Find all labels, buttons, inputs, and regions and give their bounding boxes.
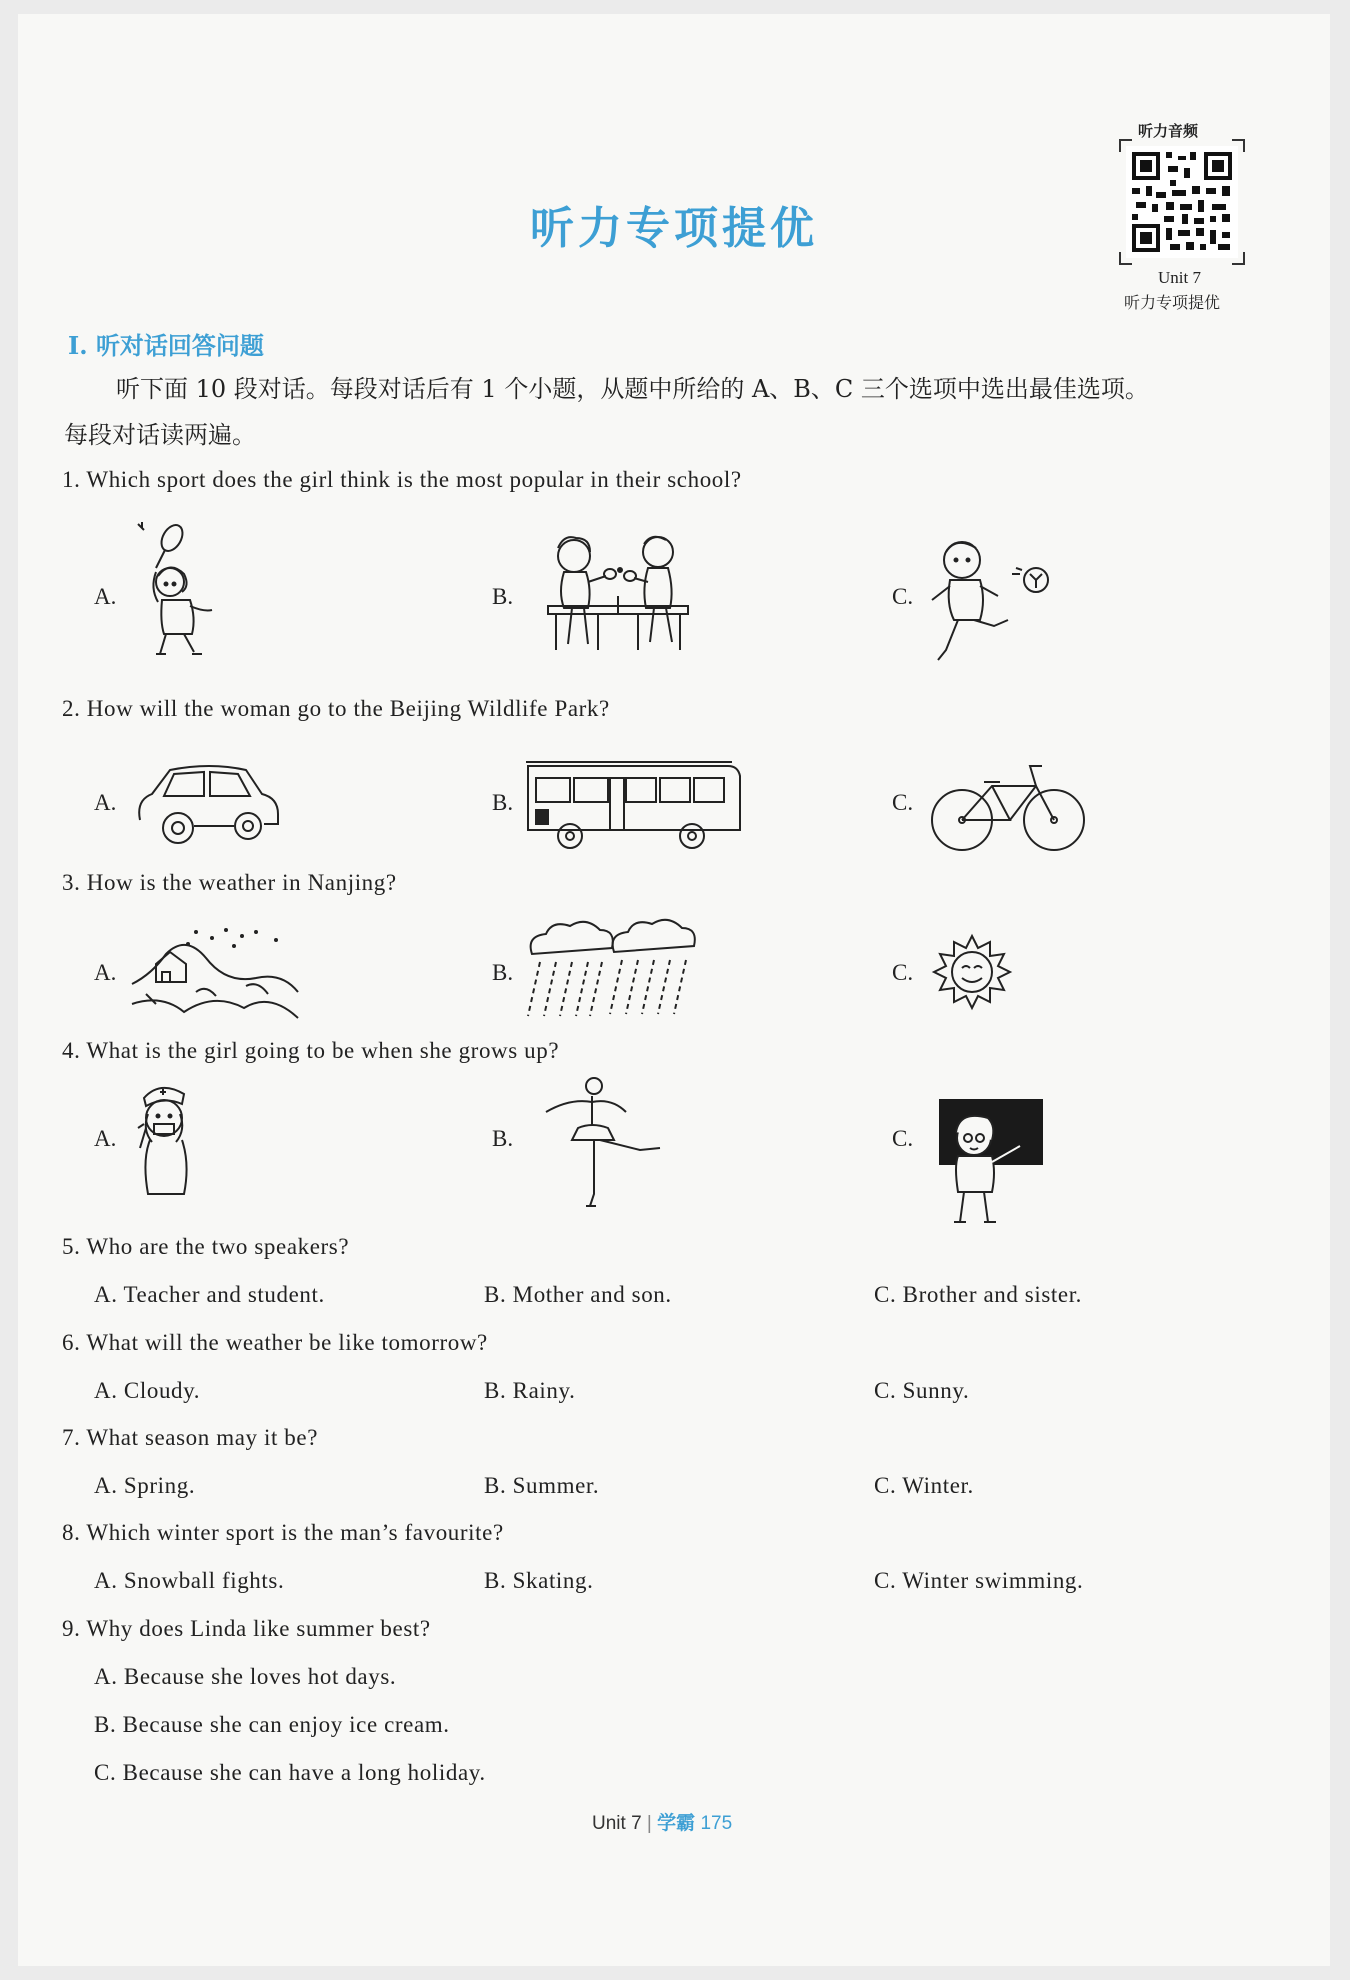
page [18,14,1330,1966]
qr-unit-label: Unit 7 [1158,268,1201,287]
q6-option-b[interactable]: B. Rainy. [484,1378,576,1403]
q4-option-b-letter[interactable]: B. [492,1126,514,1151]
football-boy-icon[interactable] [924,534,1054,670]
instruction-line-2: 每段对话读两遍。 [64,421,256,449]
q5-option-c[interactable]: C. Brother and sister. [874,1282,1083,1307]
qr-frame [1118,138,1246,266]
question-2-stem: 2. How will the woman go to the Beijing Wildlife Park? [62,696,610,721]
q6-option-a[interactable]: A. Cloudy. [94,1378,201,1403]
question-4-stem: 4. What is the girl going to be when she grows up? [62,1038,560,1063]
q9-option-c[interactable]: C. Because she can have a long holiday. [94,1760,486,1785]
q2-option-a-letter[interactable]: A. [94,790,117,815]
q7-option-c[interactable]: C. Winter. [874,1473,974,1498]
q7-option-b[interactable]: B. Summer. [484,1473,600,1498]
instruction-line-1: 听下面 10 段对话。每段对话后有 1 个小题，从题中所给的 A、B、C 三个选项中选出最佳选项。 [116,375,1149,403]
ping-pong-boys-icon[interactable] [538,526,698,666]
q4-option-c-letter[interactable]: C. [892,1126,914,1151]
q2-option-b-letter[interactable]: B. [492,790,514,815]
q6-option-c[interactable]: C. Sunny. [874,1378,970,1403]
q3-option-a-letter[interactable]: A. [94,960,117,985]
q1-option-c-letter[interactable]: C. [892,584,914,609]
question-9-stem: 9. Why does Linda like summer best? [62,1616,431,1641]
question-7-stem: 7. What season may it be? [62,1425,319,1450]
sun-icon[interactable] [922,930,1022,1020]
car-icon[interactable] [134,760,284,848]
qr-caption: 听力专项提优 [1124,293,1221,312]
footer-brand: 学霸 [657,1813,696,1834]
q8-option-c[interactable]: C. Winter swimming. [874,1568,1084,1593]
question-6-stem: 6. What will the weather be like tomorrow? [62,1330,488,1355]
qr-label: 听力音频 [1138,122,1199,140]
badminton-girl-icon[interactable] [132,518,242,668]
q4-option-a-letter[interactable]: A. [94,1126,117,1151]
q3-option-c-letter[interactable]: C. [892,960,914,985]
q8-option-a[interactable]: A. Snowball fights. [94,1568,285,1593]
question-3-stem: 3. How is the weather in Nanjing? [62,870,397,895]
q5-option-b[interactable]: B. Mother and son. [484,1282,672,1307]
q2-option-c-letter[interactable]: C. [892,790,914,815]
q1-option-b-letter[interactable]: B. [492,584,514,609]
ballet-dancer-icon[interactable] [542,1072,672,1212]
rain-clouds-icon[interactable] [522,918,712,1028]
q5-option-a[interactable]: A. Teacher and student. [94,1282,325,1307]
page-title: 听力专项提优 [530,203,818,254]
section-heading: Ⅰ. 听对话回答问题 [68,331,264,360]
q7-option-a[interactable]: A. Spring. [94,1473,196,1498]
q1-option-a-letter[interactable]: A. [94,584,117,609]
snowstorm-icon[interactable] [126,924,306,1024]
q9-option-a[interactable]: A. Because she loves hot days. [94,1664,397,1689]
page-number: 175 [700,1813,733,1834]
q3-option-b-letter[interactable]: B. [492,960,514,985]
teacher-icon[interactable] [936,1098,1046,1228]
q9-option-b[interactable]: B. Because she can enjoy ice cream. [94,1712,450,1737]
footer-divider: | [646,1813,652,1834]
question-5-stem: 5. Who are the two speakers? [62,1234,350,1259]
question-8-stem: 8. Which winter sport is the man’s favourite? [62,1520,504,1545]
page-footer [592,1808,732,1835]
bus-icon[interactable] [522,756,752,856]
q8-option-b[interactable]: B. Skating. [484,1568,594,1593]
question-1-stem: 1. Which sport does the girl think is the most popular in their school? [62,467,742,492]
footer-unit: Unit 7 [592,1813,642,1834]
bicycle-icon[interactable] [928,746,1088,858]
nurse-icon[interactable] [130,1078,210,1202]
